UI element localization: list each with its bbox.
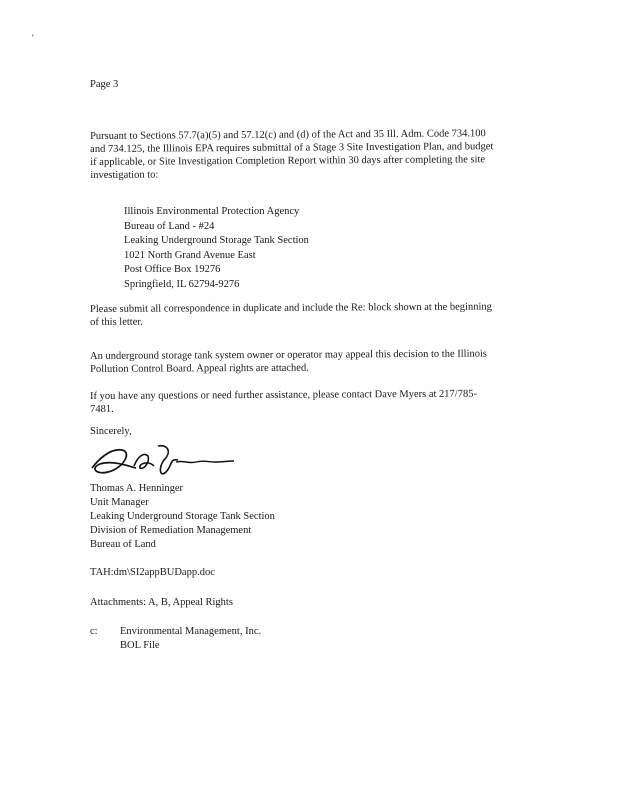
corner-mark: ' — [32, 33, 34, 43]
signer-block — [90, 482, 275, 552]
intro-line: and 734.125, the Illinois EPA requires submittal of a Stage 3 Site Investigation Plan, and budget — [90, 141, 494, 155]
signature — [88, 438, 238, 480]
correspondence-line: of this letter. — [90, 316, 143, 328]
closing: Sincerely, — [90, 426, 132, 437]
intro-paragraph — [90, 127, 494, 182]
page-label: Page 3 — [90, 79, 119, 90]
address-line: Illinois Environmental Protection Agency — [124, 206, 300, 217]
cc-line: Environmental Management, Inc. — [120, 626, 262, 637]
reference-line: TAH:dm\SI2appBUDapp.doc — [90, 567, 215, 578]
signer-line: Unit Manager — [90, 497, 149, 508]
cc-list — [120, 625, 261, 653]
signature-stroke — [158, 446, 178, 474]
signer-line: Bureau of Land — [90, 539, 156, 550]
signer-line: Division of Remediation Management — [90, 525, 252, 536]
address-line: Bureau of Land - #24 — [124, 220, 215, 232]
cc-line: BOL File — [120, 640, 160, 651]
questions-line: 7481. — [90, 403, 114, 415]
address-line: Post Office Box 19276 — [124, 264, 221, 275]
cc-label: c: — [90, 626, 98, 637]
intro-line: Pursuant to Sections 57.7(a)(5) and 57.12(c) and (d) of the Act and 35 Ill. Adm. Code 734.100 — [90, 128, 486, 142]
address-line: Springfield, IL 62794-9276 — [124, 278, 240, 290]
intro-line: investigation to: — [90, 169, 159, 181]
appeal-paragraph — [90, 348, 487, 376]
signature-stroke — [134, 454, 154, 468]
attachments-line: Attachments: A, B, Appeal Rights — [90, 597, 233, 608]
correspondence-line: Please submit all correspondence in duplicate and include the Re: block shown at the beginning — [90, 301, 492, 315]
address-line: Leaking Underground Storage Tank Section — [124, 235, 309, 246]
questions-paragraph — [90, 388, 477, 416]
mailing-address — [124, 205, 309, 292]
appeal-line: An underground storage tank system owner or operator may appeal this decision to the Illinois — [90, 348, 488, 362]
signature-stroke — [176, 461, 234, 463]
correspondence-paragraph — [90, 301, 492, 329]
questions-line: If you have any questions or need further assistance, please contact Dave Myers at 217/785- — [90, 388, 477, 402]
appeal-line: Pollution Control Board. Appeal rights are attached. — [90, 362, 309, 375]
address-line: 1021 North Grand Avenue East — [124, 249, 256, 261]
signer-line: Thomas A. Henninger — [90, 483, 184, 494]
signer-line: Leaking Underground Storage Tank Section — [90, 511, 275, 522]
signature-stroke — [92, 450, 136, 473]
intro-line: if applicable, or Site Investigation Completion Report within 30 days after completing the site — [90, 154, 486, 168]
